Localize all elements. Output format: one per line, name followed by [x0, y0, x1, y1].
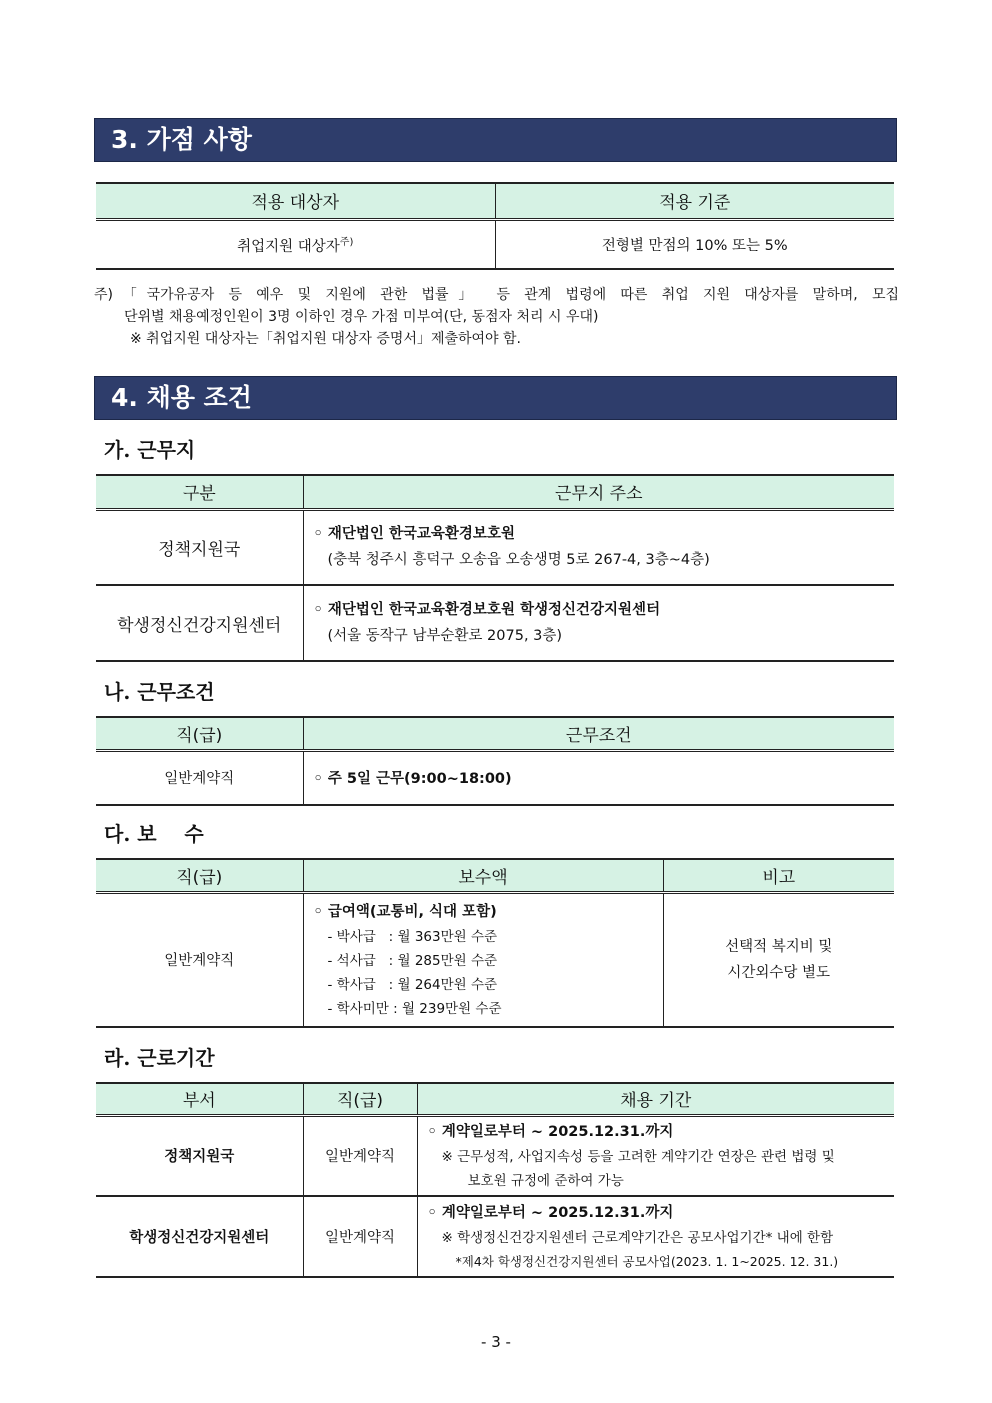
conditions-header-grade: 직(급) — [96, 717, 303, 750]
workplace-address: (충북 청주시 흥덕구 오송읍 오송생명 5로 267-4, 3층~4층) — [327, 552, 710, 569]
salary-line: - 학사미만 : 월 239만원 수준 — [327, 1000, 502, 1017]
period-header-grade: 직(급) — [303, 1083, 417, 1115]
table-row — [96, 1196, 894, 1277]
workplace-header-type: 구분 — [96, 475, 303, 509]
period-cell — [417, 1115, 894, 1196]
salary-heading: 다. 보 수 — [104, 822, 204, 846]
bonus-table — [96, 182, 894, 270]
period-header-period: 채용 기간 — [417, 1083, 894, 1115]
salary-remark-cell — [663, 892, 894, 1027]
workplace-table — [96, 474, 894, 662]
bonus-criterion: 전형별 만점의 10% 또는 5% — [495, 219, 894, 269]
salary-remark-line1: 선택적 복지비 및 — [725, 938, 833, 955]
bonus-target-cell — [96, 219, 495, 269]
workplace-name: 학생정신건강지원센터 — [96, 585, 303, 661]
conditions-grade: 일반계약직 — [96, 750, 303, 805]
salary-line: - 학사급 : 월 264만원 수준 — [327, 976, 498, 993]
workplace-address-cell — [303, 509, 894, 585]
salary-table — [96, 858, 894, 1028]
table-row — [96, 1115, 894, 1196]
table-row — [96, 750, 894, 805]
salary-remark-line2: 시간외수당 별도 — [727, 964, 831, 981]
salary-title: ◦ 급여액(교통비, 식대 포함) — [313, 903, 497, 920]
period-header-dept: 부서 — [96, 1083, 303, 1115]
bonus-target-sup: 주) — [339, 236, 354, 248]
period-note1: ※ 근무성적, 사업지속성 등을 고려한 계약기간 연장은 관련 법령 및 — [441, 1148, 835, 1165]
period-grade: 일반계약직 — [303, 1196, 417, 1277]
salary-grade: 일반계약직 — [96, 892, 303, 1027]
period-dept: 학생정신건강지원센터 — [96, 1196, 303, 1277]
salary-header-remark: 비고 — [663, 859, 894, 892]
period-range: ◦ 계약일로부터 ~ 2025.12.31.까지 — [427, 1204, 674, 1221]
workplace-name: 정책지원국 — [96, 509, 303, 585]
bonus-note-line3: ※ 취업지원 대상자는「취업지원 대상자 증명서」제출하여야 함. — [130, 331, 522, 347]
salary-amount-cell — [303, 892, 663, 1027]
period-note2: 보호원 규정에 준하여 가능 — [467, 1172, 624, 1189]
section-4-title: 4. 채용 조건 — [94, 376, 897, 420]
salary-line: - 박사급 : 월 363만원 수준 — [327, 928, 498, 945]
period-range: ◦ 계약일로부터 ~ 2025.12.31.까지 — [427, 1123, 674, 1140]
bonus-note — [94, 284, 899, 350]
salary-header-amount: 보수액 — [303, 859, 663, 892]
conditions-text: ◦ 주 5일 근무(9:00~18:00) — [303, 750, 894, 805]
bonus-target: 취업지원 대상자 — [237, 238, 340, 255]
bonus-header-criterion: 적용 기준 — [495, 183, 894, 219]
table-row — [96, 585, 894, 661]
period-dept: 정책지원국 — [96, 1115, 303, 1196]
work-conditions-heading: 나. 근무조건 — [104, 680, 215, 704]
period-cell — [417, 1196, 894, 1277]
table-row — [96, 509, 894, 585]
page-number: - 3 - — [481, 1333, 511, 1351]
period-note1: ※ 학생정신건강지원센터 근로계약기간은 공모사업기간* 내에 한함 — [441, 1229, 834, 1246]
bonus-note-line1: 주)「국가유공자 등 예우 및 지원에 관한 법률」 등 관계 법령에 따른 취업 지원 대상자를 말하며, 모집 — [94, 287, 899, 303]
work-period-table — [96, 1082, 894, 1278]
workplace-address-cell — [303, 585, 894, 661]
bonus-note-line2: 단위별 채용예정인원이 3명 이하인 경우 가점 미부여(단, 동점자 처리 시 우대) — [124, 309, 599, 325]
conditions-header-cond: 근무조건 — [303, 717, 894, 750]
period-note2: *제4차 학생정신건강지원센터 공모사업(2023. 1. 1~2025. 12. 31.) — [455, 1253, 839, 1269]
period-grade: 일반계약직 — [303, 1115, 417, 1196]
table-row — [96, 892, 894, 1027]
workplace-org: ◦ 재단법인 한국교육환경보호원 — [313, 526, 515, 543]
salary-line: - 석사급 : 월 285만원 수준 — [327, 952, 498, 969]
work-conditions-table — [96, 716, 894, 806]
salary-header-grade: 직(급) — [96, 859, 303, 892]
workplace-heading: 가. 근무지 — [104, 438, 196, 462]
section-3-title: 3. 가점 사항 — [94, 118, 897, 162]
workplace-header-address: 근무지 주소 — [303, 475, 894, 509]
workplace-org: ◦ 재단법인 한국교육환경보호원 학생정신건강지원센터 — [313, 602, 661, 618]
bonus-header-target: 적용 대상자 — [96, 183, 495, 219]
workplace-address: (서울 동작구 남부순환로 2075, 3층) — [327, 628, 563, 644]
work-period-heading: 라. 근로기간 — [104, 1046, 215, 1070]
